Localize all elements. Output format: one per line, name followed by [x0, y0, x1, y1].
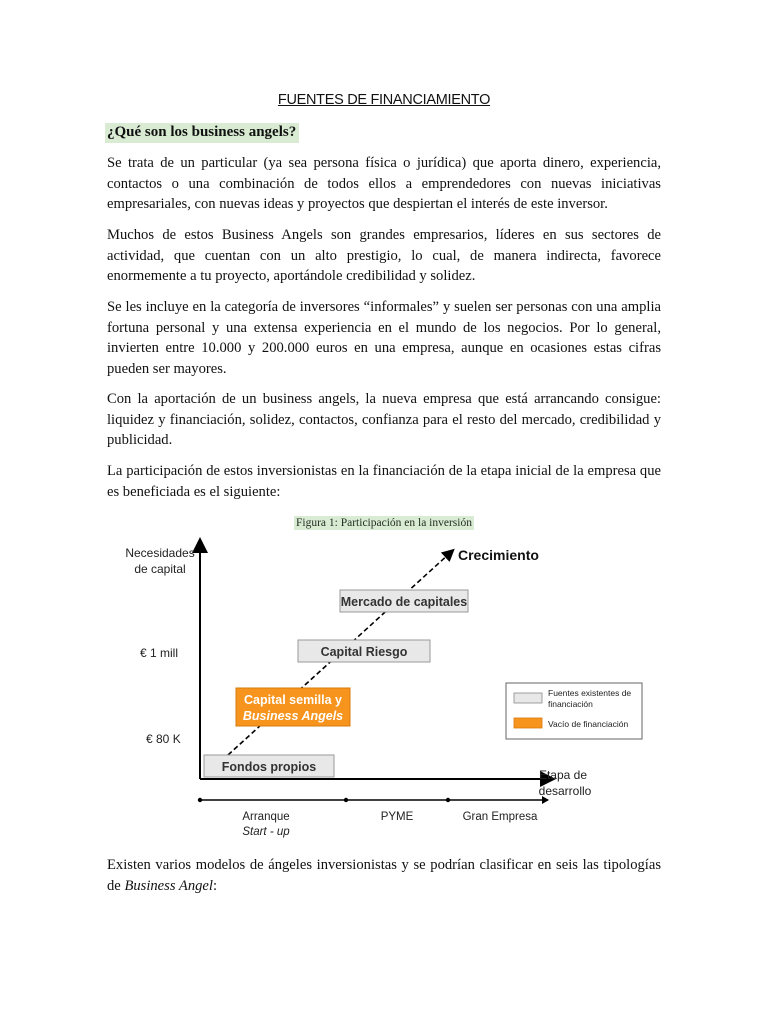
paragraph-3: Se les incluye en la categoría de inversores “informales” y suelen ser personas con una amplia fortuna personal y una extensa experiencia en el mundo de los negocios. Por lo general, invierten entre 10.000 y 200.000 euros en una empresa, aunque en ocasiones estas cifras pueden ser mayores. — [107, 299, 661, 377]
box-capital-semilla-label-1: Capital semilla y — [244, 693, 342, 707]
y-tick-80k: € 80 K — [146, 732, 181, 746]
y-axis-label-1: Necesidades — [125, 546, 195, 560]
legend-existing-label-1: Fuentes existentes de — [548, 688, 632, 698]
legend-existing-swatch — [514, 693, 542, 703]
stage-startup-label: Start - up — [242, 826, 290, 838]
stage-marker-start — [198, 798, 202, 802]
figure-caption — [0, 513, 768, 531]
stage-marker-gran — [446, 798, 450, 802]
x-axis-label-2: desarrollo — [538, 784, 592, 798]
box-capital-riesgo-label: Capital Riesgo — [320, 645, 408, 659]
paragraph-5: La participación de estos inversionistas en la financiación de la etapa inicial de la empresa que es beneficiada es el siguiente: — [107, 463, 661, 500]
stage-marker-pyme — [344, 798, 348, 802]
section-heading: ¿Qué son los business angels? — [105, 123, 299, 143]
paragraph-6 — [107, 855, 661, 896]
y-axis-label-2: de capital — [134, 562, 186, 576]
box-fondos-propios-label: Fondos propios — [221, 760, 317, 774]
paragraph-6-text: Existen varios modelos de ángeles inversionistas y se podrían clasificar en seis las tipologías de — [107, 857, 661, 894]
legend-gap-swatch — [514, 718, 542, 728]
stage-arranque-label: Arranque — [242, 811, 290, 823]
paragraph-6-suffix: : — [212, 877, 218, 894]
paragraph-1: Se trata de un particular (ya sea persona física o jurídica) que aporta dinero, experiencia, contactos o una combinación de todos ellos a emprendedores con nuevas iniciativas empresariales, con nuevas ideas y proyectos que despiertan el interés de este inversor. — [107, 155, 661, 213]
box-capital-semilla-label-2: Business Angels — [242, 709, 344, 723]
x-axis-label-1: Etapa de — [538, 768, 588, 782]
document-title: FUENTES DE FINANCIAMIENTO — [277, 92, 491, 108]
growth-label: Crecimiento — [458, 547, 539, 563]
legend-gap-label: Vacío de financiación — [548, 719, 629, 729]
financing-stages-diagram — [118, 533, 632, 848]
paragraph-4: Con la aportación de un business angels, la nueva empresa que está arrancando consigue: liquidez y financiación, solidez, contactos, confianza para el resto del mercado, credibilidad y publicidad. — [107, 391, 661, 449]
paragraph-6-italic: Business Angel — [124, 877, 213, 894]
box-mercado-capitales-label: Mercado de capitales — [340, 595, 468, 609]
legend-existing-label-2: financiación — [548, 699, 593, 709]
stage-gran-empresa-label: Gran Empresa — [462, 811, 538, 823]
figure-caption-text: Figura 1: Participación en la inversión — [296, 517, 472, 529]
paragraph-2: Muchos de estos Business Angels son grandes empresarios, líderes en sus sectores de actividad, que cuentan con un alto prestigio, lo cual, de manera indirecta, favorece enormemente a tu proyecto, aportándole credibilidad y solidez. — [107, 227, 661, 285]
stage-pyme-label: PYME — [380, 811, 414, 823]
y-tick-1mill: € 1 mill — [140, 646, 179, 660]
